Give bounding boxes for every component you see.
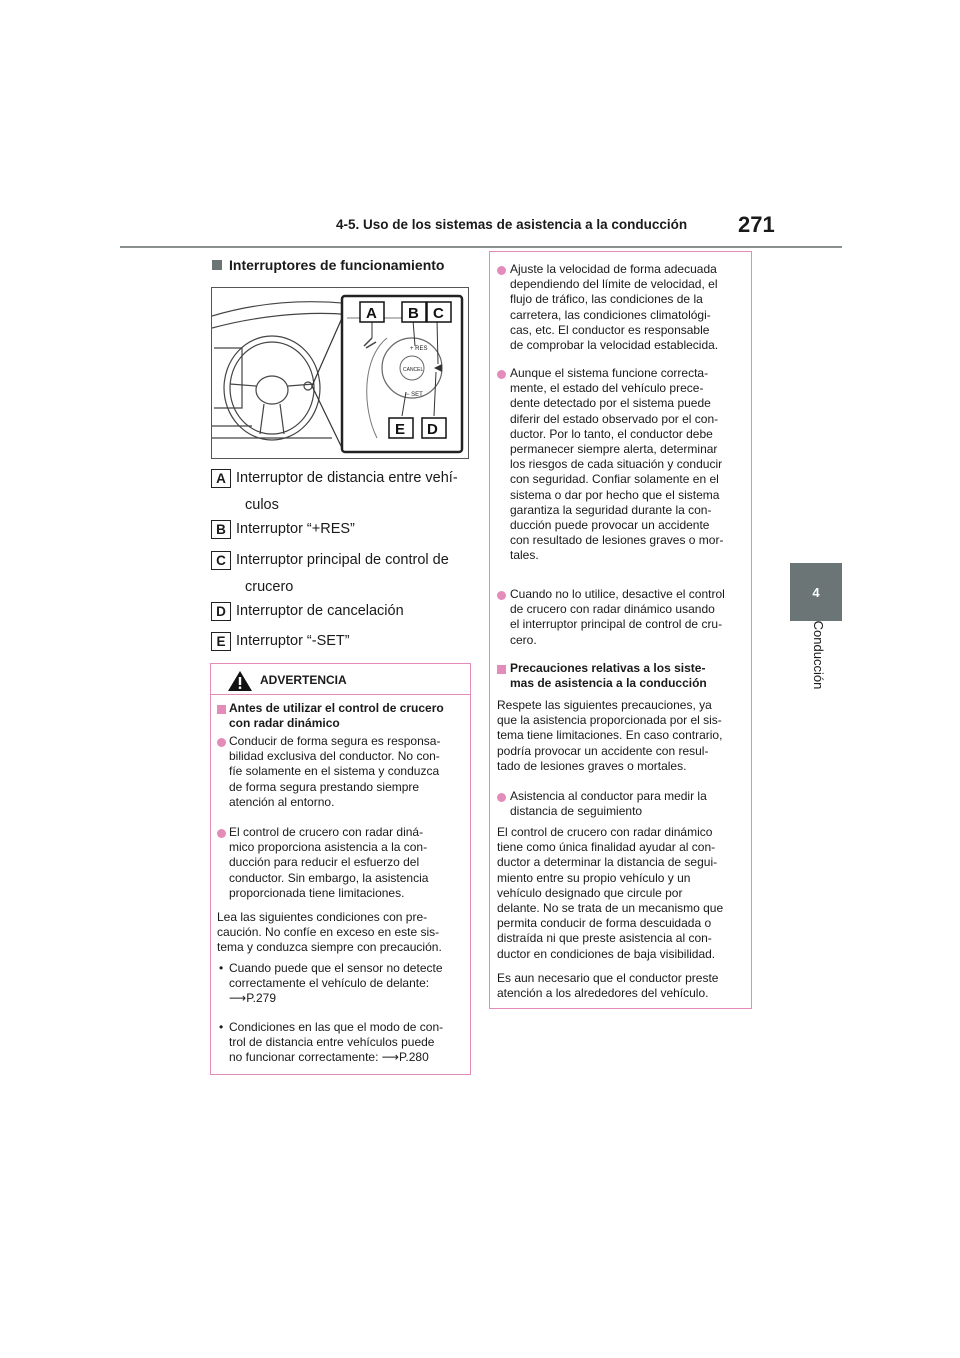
steering-switch-diagram: [212, 288, 468, 458]
arrow-right-icon: ⟶: [381, 1050, 399, 1065]
warning-subitem-2: Condiciones en las que el modo de con- trol de distancia entre vehículos puede no funcionar correctamente: ⟶P.280: [229, 1020, 444, 1065]
right-heading: Precauciones relativas a los siste- mas de asistencia a la conducción: [510, 661, 707, 691]
warning-subitem-1: Cuando puede que el sensor no detecte correctamente el vehículo de delante: ⟶P.279: [229, 961, 443, 1006]
right-bullet-3: Cuando no lo utilice, desactive el control de crucero con radar dinámico usando el interruptor principal de control de cru- cero.: [510, 587, 725, 647]
set-label: − SET: [406, 392, 423, 398]
figure-key-a: A: [366, 305, 377, 322]
round-bullet-icon: [497, 370, 506, 379]
section-title: [212, 257, 444, 273]
square-bullet-icon: [212, 260, 222, 270]
warning-bullet-1: Conducir de forma segura es responsa- bilidad exclusiva del conductor. No con- fíe solamente en el sistema y conduzca de forma segura prestando siempre atención al entorno.: [229, 734, 441, 809]
legend-text: Interruptor “+RES”: [236, 521, 355, 537]
legend-text: Interruptor de cancelación: [236, 603, 404, 619]
square-bullet-icon: [497, 665, 506, 674]
chapter-label: Conducción: [811, 620, 826, 690]
list-dash: •: [219, 1020, 224, 1034]
right-paragraph-3: Es aun necesario que el conductor preste atención a los alrededores del vehículo.: [497, 971, 719, 1001]
right-bullet-4: Asistencia al conductor para medir la distancia de seguimiento: [510, 789, 707, 819]
round-bullet-icon: [497, 793, 506, 802]
legend-key: C: [211, 551, 231, 570]
page-reference[interactable]: P.280: [398, 1050, 429, 1065]
warning-box-continued: [489, 251, 752, 1009]
warning-triangle-icon: [227, 670, 253, 692]
right-paragraph-2: El control de crucero con radar dinámico tiene como única finalidad ayudar al con- ductor a determinar la distancia de segui- miento entre su propio vehículo y un vehículo designado que circule por delante. No se trata de un mecanismo que permita conducir de forma descuidada o distraída ni que preste asistencia al con- ductor en condiciones de baja visibilidad.: [497, 825, 724, 961]
legend-key: E: [211, 632, 231, 651]
right-bullet-1: Ajuste la velocidad de forma adecuada dependiendo del límite de velocidad, el flujo de tráfico, las condiciones de la carretera, las condiciones climatológi- cas, etc. El conductor es responsable de comprobar la velocidad establecida.: [510, 262, 719, 353]
figure-key-e: E: [395, 421, 406, 438]
figure-key-d: D: [427, 421, 438, 438]
warning-header: [211, 664, 470, 695]
legend-text: Interruptor de distancia entre vehí- culos: [236, 470, 458, 513]
legend-text: Interruptor principal de control de crucero: [236, 552, 449, 595]
legend-key: D: [211, 602, 231, 621]
round-bullet-icon: [217, 738, 226, 747]
round-bullet-icon: [217, 829, 226, 838]
legend-key: A: [211, 469, 231, 488]
chapter-number: 4: [812, 585, 820, 600]
warning-heading: Antes de utilizar el control de crucero con radar dinámico: [229, 701, 444, 731]
running-header: 4-5. Uso de los sistemas de asistencia a la conducción: [336, 217, 688, 232]
arrow-right-icon: ⟶: [229, 991, 247, 1006]
cancel-label: CANCEL: [403, 367, 424, 373]
steering-wheel-illustration: [211, 287, 469, 459]
page-reference[interactable]: P.279: [246, 991, 277, 1006]
warning-bullet-2: El control de crucero con radar diná- mico proporciona asistencia a la con- ducción para reducir el esfuerzo del conductor. Sin embargo, la asistencia proporcionada tiene limitaciones.: [229, 825, 429, 900]
warning-paragraph: Lea las siguientes condiciones con pre- caución. No confíe en exceso en este sis- tema y conduzca siempre con precaución.: [217, 910, 442, 955]
section-title-text: Interruptores de funcionamiento: [229, 257, 445, 273]
warning-box: [210, 663, 471, 1075]
warning-title: ADVERTENCIA: [260, 673, 347, 687]
round-bullet-icon: [497, 591, 506, 600]
legend-text: Interruptor “-SET”: [236, 633, 350, 649]
legend-key: B: [211, 520, 231, 539]
figure-key-c: C: [433, 305, 444, 322]
square-bullet-icon: [217, 705, 226, 714]
res-label: + RES: [410, 346, 428, 352]
right-bullet-2: Aunque el sistema funcione correcta- mente, el estado del vehículo prece- dente detectado por el sistema puede diferir del estado observado por el con- ductor. Por lo tanto, el conductor debe permanecer siempre alerta, determinar los riesgos de cada situación y conducir con seguridad. Confiar solamente en el sistema o dar por hecho que el sistema garantiza la seguridad durante la con- ducción puede provocar un accidente con resultado de lesiones graves o mor- tales.: [510, 366, 724, 563]
right-paragraph-1: Respete las siguientes precauciones, ya que la asistencia proporcionada por el sis- tema tiene limitaciones. En caso contrario, podría provocar un accidente con resul- tado de lesiones graves o mortales.: [497, 698, 723, 773]
round-bullet-icon: [497, 266, 506, 275]
page-number: 271: [738, 212, 775, 237]
list-dash: •: [219, 961, 224, 975]
header-divider: [120, 246, 842, 248]
figure-key-b: B: [408, 305, 419, 322]
